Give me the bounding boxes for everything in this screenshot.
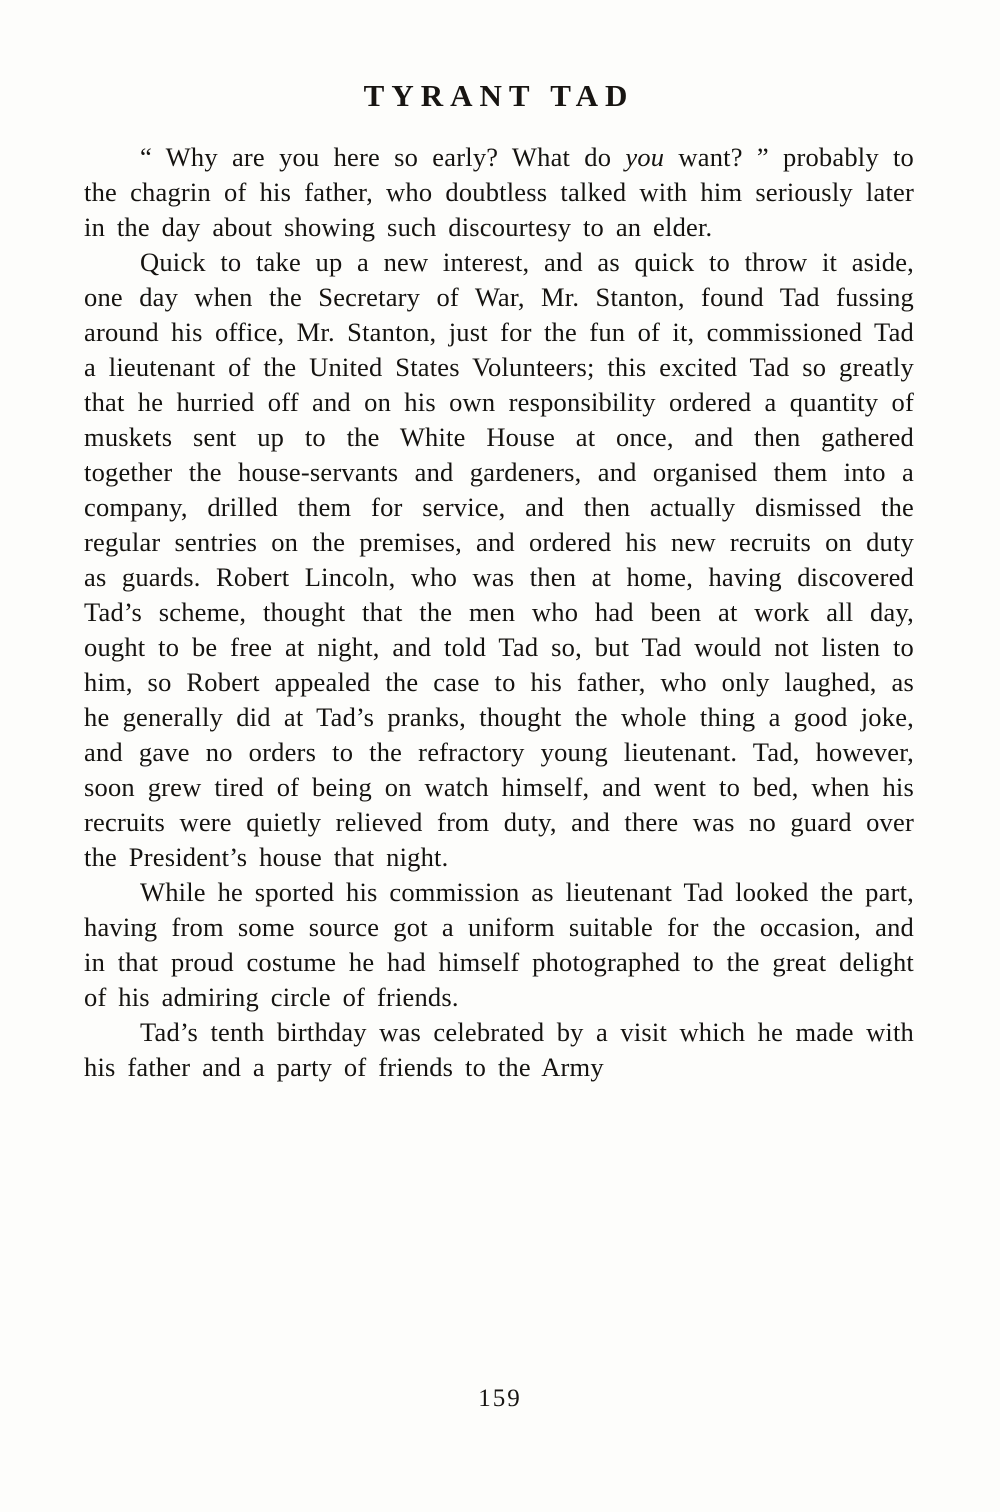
- text-run: Tad’s tenth birthday was celebrated by a visit which he made with his father and a party of friends to the Army: [84, 1017, 914, 1082]
- text-run: While he sported his commission as lieutenant Tad looked the part, having from some source got a uniform suitable for the occasion, and in that proud costume he had himself photographed to the great delight of his admiring circle of friends.: [84, 877, 914, 1012]
- italic-text-run: you: [625, 142, 665, 172]
- page-number: 159: [478, 1385, 522, 1412]
- paragraph: [84, 140, 914, 245]
- paragraph: [84, 245, 914, 875]
- text-run: Quick to take up a new interest, and as quick to throw it aside, one day when the Secretary of War, Mr. Stanton, found Tad fussing around his office, Mr. Stanton, just for the fun of it, commissioned Tad a lieutenant of the United States Volunteers; this excited Tad so greatly that he hurried off and on his own responsibility ordered a quantity of muskets sent up to the White House at once, and then gathered together the house-servants and gardeners, and organised them into a company, drilled them for service, and then actually dismissed the regular sentries on the premises, and ordered his new recruits on duty as guards. Robert Lincoln, who was then at home, having discovered Tad’s scheme, thought that the men who had been at work all day, ought to be free at night, and told Tad so, but Tad would not listen to him, so Robert appealed the case to his father, who only laughed, as he generally did at Tad’s pranks, thought the whole thing a good joke, and gave no orders to the refractory young lieutenant. Tad, however, soon grew tired of being on watch himself, and went to bed, when his recruits were quietly relieved from duty, and there was no guard over the President’s house that night.: [84, 247, 914, 872]
- paragraph: [84, 875, 914, 1015]
- text-run: want? ” probably to the chagrin of his father, who doubtless talked with him seriously later in the day about showing such discourtesy to an elder.: [84, 142, 914, 242]
- paragraph: [84, 1015, 914, 1085]
- body-text: [84, 140, 914, 1085]
- text-run: “ Why are you here so early? What do: [140, 142, 626, 172]
- page-title: TYRANT TAD: [363, 78, 635, 113]
